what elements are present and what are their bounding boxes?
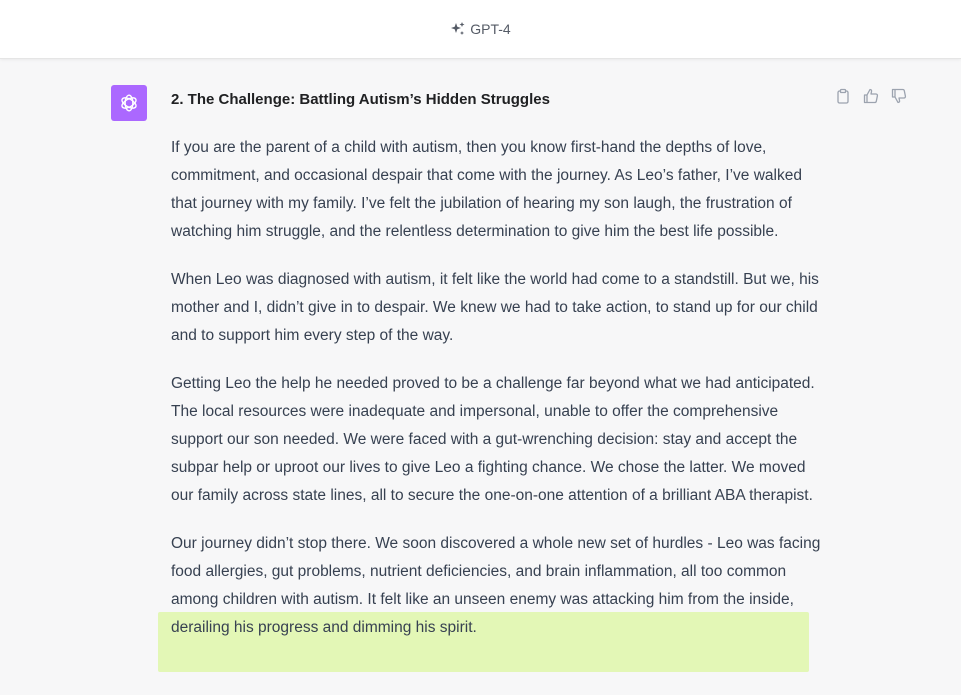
openai-logo-icon <box>118 92 140 114</box>
paragraph: Getting Leo the help he needed proved to be a challenge far beyond what we had anticipated. The local resources were inadequate and impersonal, unable to offer the comprehensive support our son needed. We were faced with a gut-wrenching decision: stay and accept the subpar help or uproot our lives to give Leo a fighting chance. We chose the latter. We moved our family across state lines, all to secure the one-on-one attention of a brilliant ABA therapist. <box>171 375 815 504</box>
model-selector[interactable] <box>450 21 510 37</box>
copy-button[interactable] <box>834 87 851 104</box>
top-bar <box>0 0 961 59</box>
thumbs-down-button[interactable] <box>890 87 907 104</box>
assistant-message <box>171 86 831 662</box>
message-actions <box>834 87 907 104</box>
thumbs-down-icon <box>891 88 907 104</box>
copy-icon <box>835 88 851 104</box>
paragraph: When Leo was diagnosed with autism, it felt like the world had come to a standstill. But we, his mother and I, didn’t give in to despair. We knew we had to take action, to stand up for our child and to support him every step of the way. <box>171 271 819 344</box>
model-name: GPT-4 <box>470 21 511 37</box>
paragraph <box>171 530 831 642</box>
assistant-avatar <box>111 85 147 121</box>
sparkle-icon <box>450 21 466 37</box>
highlighted-text: It felt like an unseen enemy was attacking him from the inside, derailing his progress and dimming his spirit. <box>171 591 794 636</box>
paragraph-text: Our journey didn’t stop there. We soon discovered a whole new set of hurdles - Leo was facing food allergies, gut problems, nutrient deficiencies, and brain inflammation, all too common among children with autism. <box>171 535 821 608</box>
paragraph: If you are the parent of a child with autism, then you know first-hand the depths of love, commitment, and occasional despair that come with the journey. As Leo’s father, I’ve walked that journey with my family. I’ve felt the jubilation of hearing my son laugh, the frustration of watching him struggle, and the relentless determination to give him the best life possible. <box>171 139 802 240</box>
thumbs-up-icon <box>863 88 879 104</box>
section-heading: 2. The Challenge: Battling Autism’s Hidden Struggles <box>171 91 550 108</box>
thumbs-up-button[interactable] <box>862 87 879 104</box>
